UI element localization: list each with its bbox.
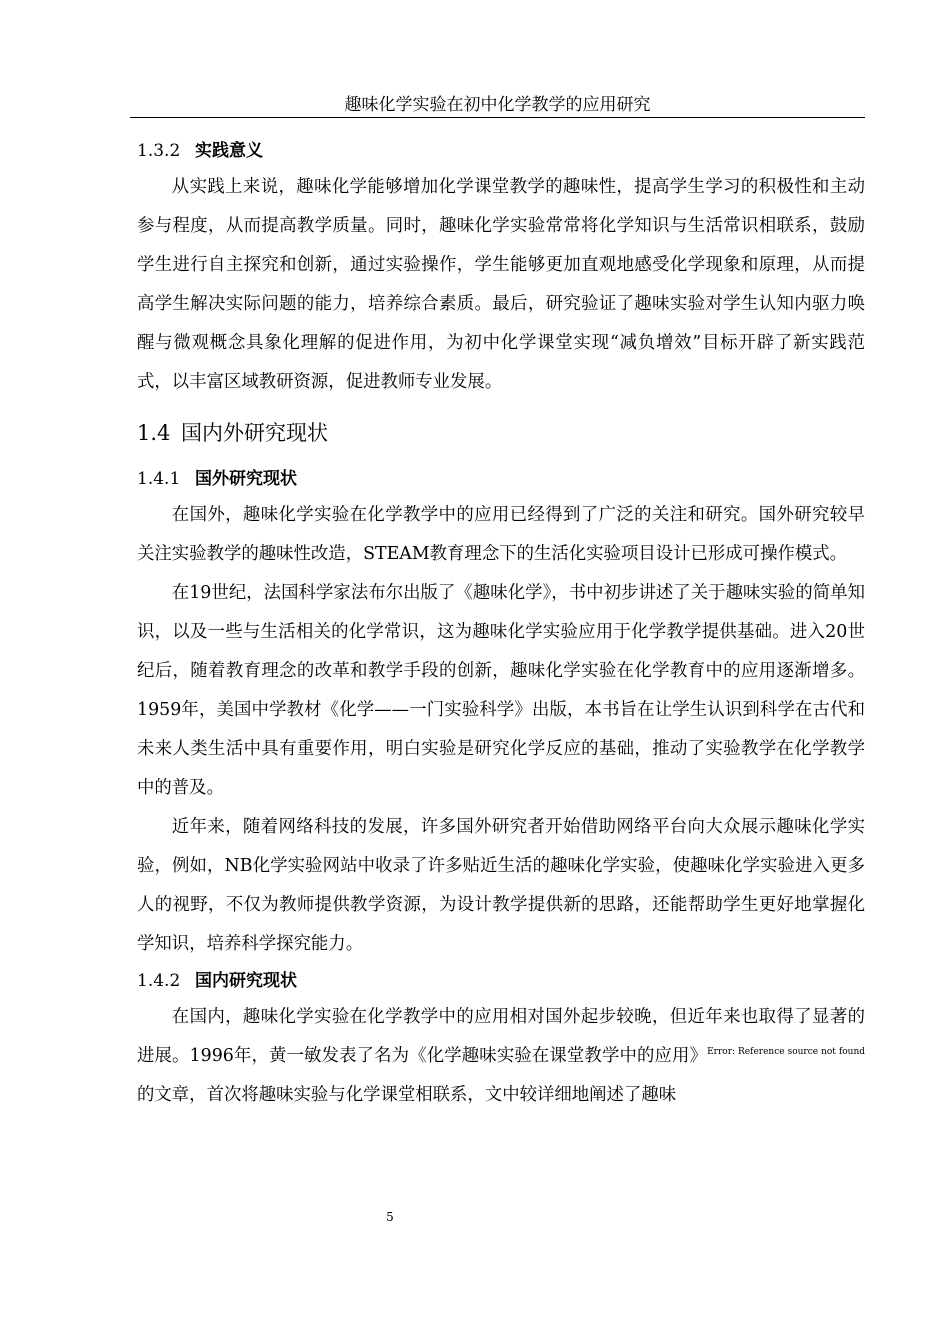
paragraph-text: 的文章，首次将趣味实验与化学课堂相联系，文中较详细地阐述了趣味 xyxy=(137,1085,677,1105)
heading-title: 国外研究现状 xyxy=(195,469,297,489)
paragraph-text: 在国内，趣味化学实验在化学教学中的应用相对国外起步较晚，但近年来也取得了显著的进展。1996年，黄一敏发表了名为《化学趣味实验在课堂教学中的应用》 xyxy=(137,1007,865,1066)
heading-1-4-2 xyxy=(137,964,865,998)
heading-title: 国内外研究现状 xyxy=(181,421,328,445)
heading-title: 实践意义 xyxy=(195,141,263,161)
running-header: 趣味化学实验在初中化学教学的应用研究 xyxy=(344,95,651,115)
heading-number: 1.4.1 xyxy=(137,469,181,489)
paragraph-foreign-1: 在国外，趣味化学实验在化学教学中的应用已经得到了广泛的关注和研究。国外研究较早关注实验教学的趣味性改造，STEAM教育理念下的生活化实验项目设计已形成可操作模式。 xyxy=(137,505,865,564)
reference-error: Error: Reference source not found xyxy=(707,1047,866,1058)
paragraph-practical-significance: 从实践上来说，趣味化学能够增加化学课堂教学的趣味性，提高学生学习的积极性和主动参与程度，从而提高教学质量。同时，趣味化学实验常常将化学知识与生活常识相联系，鼓励学生进行自主探究和创新，通过实验操作，学生能够更加直观地感受化学现象和原理，从而提高学生解决实际问题的能力，培养综合素质。最后，研究验证了趣味实验对学生认知内驱力唤醒与微观概念具象化理解的促进作用，为初中化学课堂实现“减负增效”目标开辟了新实践范式，以丰富区域教研资源，促进教师专业发展。 xyxy=(137,177,865,392)
heading-1-3-2 xyxy=(137,134,865,168)
heading-1-4 xyxy=(137,416,865,450)
paragraph-foreign-3: 近年来，随着网络科技的发展，许多国外研究者开始借助网络平台向大众展示趣味化学实验，例如，NB化学实验网站中收录了许多贴近生活的趣味化学实验，使趣味化学实验进入更多人的视野，不仅为教师提供教学资源，为设计教学提供新的思路，还能帮助学生更好地掌握化学知识，培养科学探究能力。 xyxy=(137,817,865,954)
page-number: 5 xyxy=(386,1210,394,1224)
heading-number: 1.4.2 xyxy=(137,971,181,991)
heading-title: 国内研究现状 xyxy=(195,971,297,991)
heading-number: 1.4 xyxy=(137,421,171,445)
header-rule xyxy=(130,117,865,118)
paragraph-domestic-1 xyxy=(137,998,865,1115)
heading-1-4-1 xyxy=(137,462,865,496)
paragraph-foreign-2: 在19世纪，法国科学家法布尔出版了《趣味化学》，书中初步讲述了关于趣味实验的简单知识，以及一些与生活相关的化学常识，这为趣味化学实验应用于化学教学提供基础。进入20世纪后，随着教育理念的改革和教学手段的创新，趣味化学实验在化学教育中的应用逐渐增多。1959年，美国中学教材《化学——一门实验科学》出版，本书旨在让学生认识到科学在古代和未来人类生活中具有重要作用，明白实验是研究化学反应的基础，推动了实验教学在化学教学中的普及。 xyxy=(137,583,865,798)
heading-number: 1.3.2 xyxy=(137,141,181,161)
page-content xyxy=(137,134,865,1115)
